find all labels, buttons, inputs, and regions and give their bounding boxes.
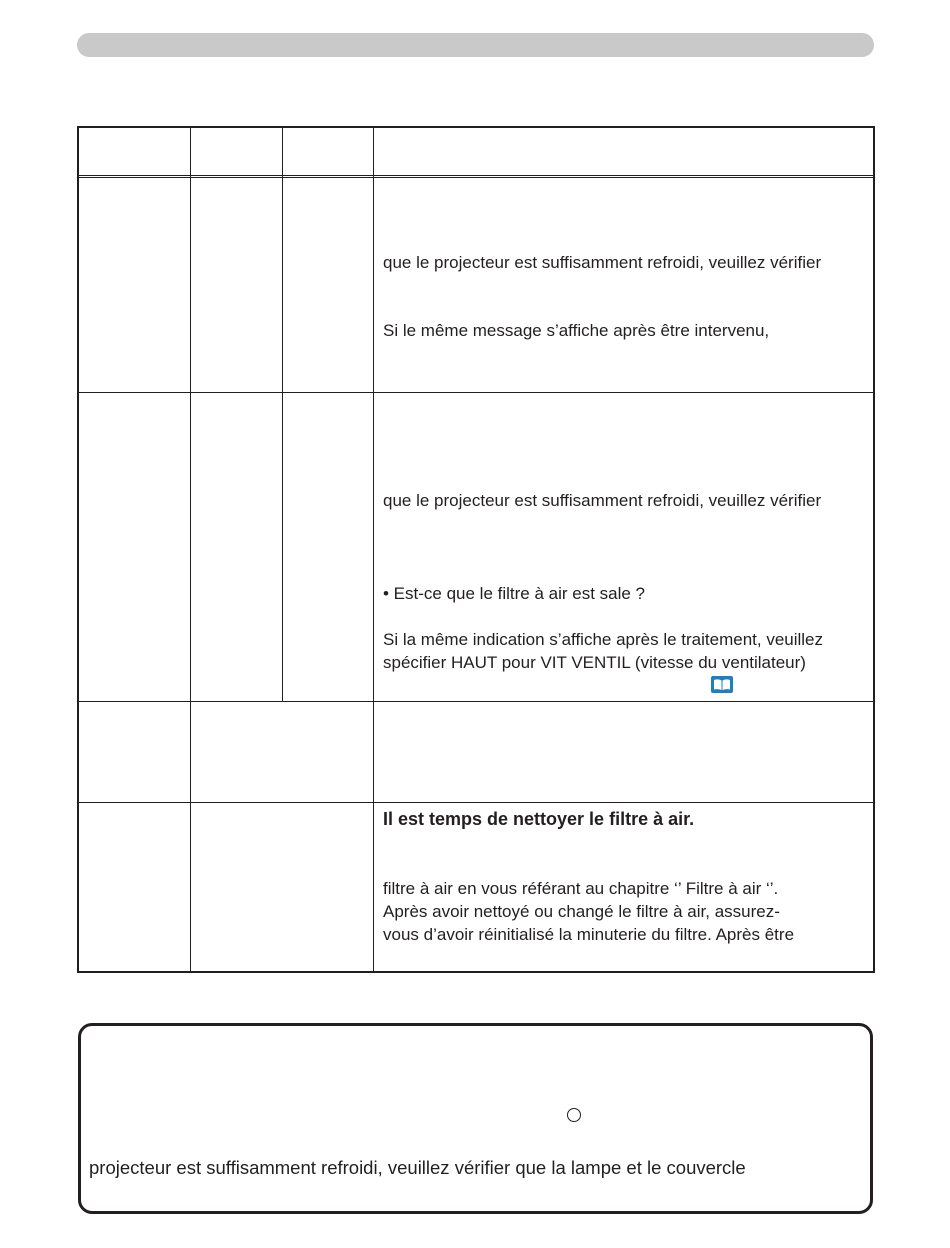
notice-text: projecteur est suffisamment refroidi, veuillez vérifier que la lampe et le couvercle — [89, 1157, 746, 1178]
table-cell-text: que le projecteur est suffisamment refroidi, veuillez vérifier — [383, 253, 822, 272]
table-cell-text: que le projecteur est suffisamment refroidi, veuillez vérifier — [383, 491, 822, 510]
table-cell-text: Si le même message s’affiche après être intervenu, — [383, 321, 770, 340]
table-cell-text: spécifier HAUT pour VIT VENTIL (vitesse du ventilateur) — [383, 653, 806, 672]
notice-box — [78, 1023, 873, 1214]
table-column-divider — [373, 127, 374, 972]
table-row-divider — [78, 701, 874, 702]
table-column-divider — [190, 127, 191, 972]
table-cell-text: Après avoir nettoyé ou changé le filtre à air, assurez- — [383, 902, 780, 921]
table-row-divider — [78, 802, 874, 803]
table-header-divider — [78, 175, 874, 178]
table-cell-text: • Est-ce que le filtre à air est sale ? — [383, 584, 646, 603]
table-cell-heading: Il est temps de nettoyer le filtre à air. — [383, 809, 695, 829]
table-cell-text: filtre à air en vous référant au chapitre ‘’ Filtre à air ‘’. — [383, 879, 779, 898]
circle-icon — [567, 1108, 581, 1122]
table-column-divider — [282, 127, 283, 702]
table-cell-text: Si la même indication s’affiche après le traitement, veuillez — [383, 630, 824, 649]
book-icon[interactable] — [711, 676, 733, 693]
table-cell-text: vous d’avoir réinitialisé la minuterie du filtre. Après être — [383, 925, 795, 944]
table-row-divider — [78, 392, 874, 393]
page-header-bar — [77, 33, 874, 57]
